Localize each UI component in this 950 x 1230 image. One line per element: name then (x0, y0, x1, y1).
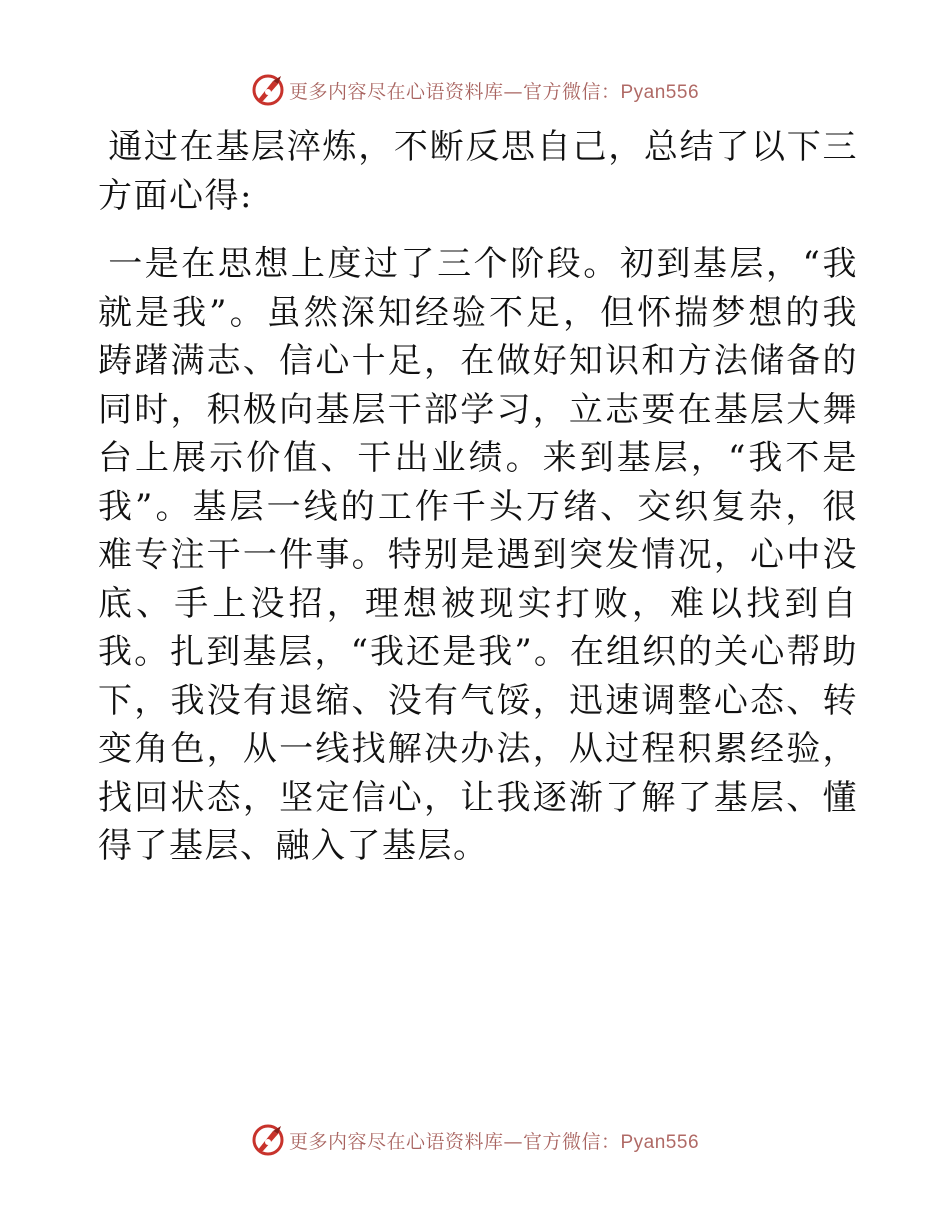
header-watermark (0, 70, 950, 110)
watermark-handle: Pyan556 (620, 81, 700, 103)
quill-logo-icon (251, 73, 285, 107)
paragraph-intro: 通过在基层淬炼，不断反思自己，总结了以下三方面心得: (98, 127, 858, 216)
quill-logo-icon (251, 1123, 285, 1157)
document-body (98, 123, 858, 871)
watermark-text: 更多内容尽在心语资料库—官方微信： (288, 80, 621, 103)
watermark-text: 更多内容尽在心语资料库—官方微信： (288, 1130, 621, 1153)
footer-watermark (0, 1120, 950, 1160)
watermark-handle: Pyan556 (620, 1131, 700, 1153)
paragraph-thought-stages: 一是在思想上度过了三个阶段。初到基层，“我就是我”。虽然深知经验不足，但怀揣梦想的我踌躇满志、信心十足，在做好知识和方法储备的同时，积极向基层干部学习，立志要在基层大舞台上展示价值、干出业绩。来到基层，“我不是我”。基层一线的工作千头万绪、交织复杂，很难专注干一件事。特别是遇到突发情况，心中没底、手上没招，理想被现实打败，难以找到自我。扎到基层，“我还是我”。在组织的关心帮助下，我没有退缩、没有气馁，迅速调整心态、转变角色，从一线找解决办法，从过程积累经验，找回状态，坚定信心，让我逐渐了解了基层、懂得了基层、融入了基层。 (98, 244, 858, 866)
